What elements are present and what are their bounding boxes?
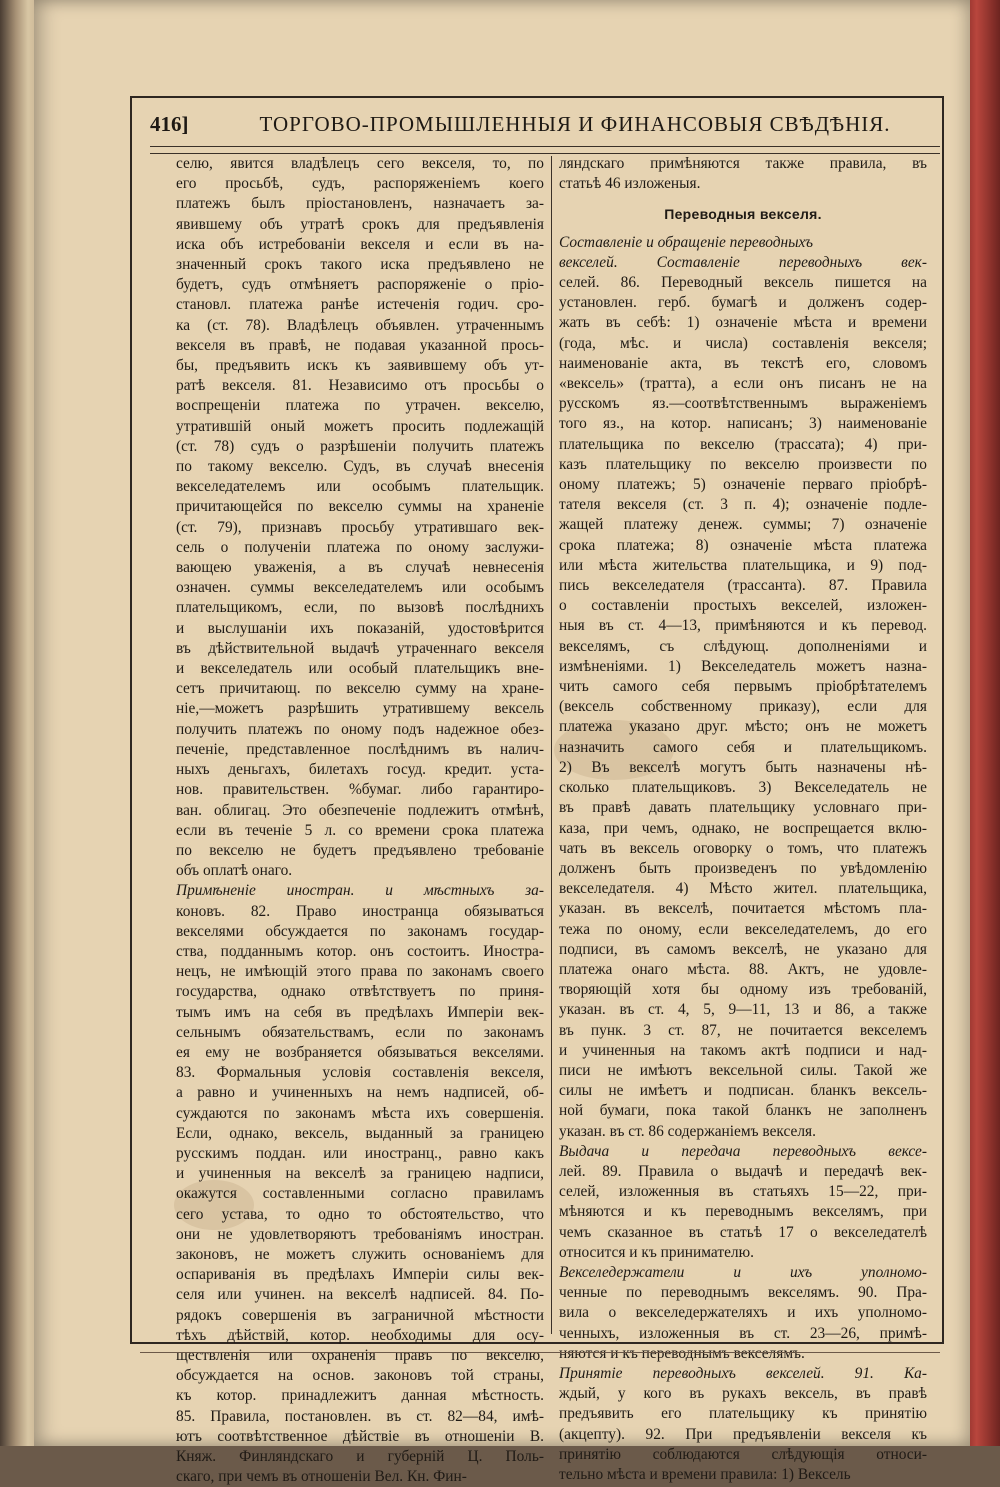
text-line: 83. Формальныя условія составленія векселя, [176,1064,544,1082]
text-line: русскомъ яз.—соотвѣтственнымъ выраженіемъ [559,395,927,413]
text-line: няются и къ переводнымъ векселямъ. [559,1344,805,1362]
text-line: (года, мѣс. и числа) составленія векселя; [559,334,927,352]
text-line: указан. въ векселѣ, почитается мѣстомъ пла- [559,900,927,918]
text-line: жать въ себѣ: 1) означеніе мѣста и времени [559,314,927,332]
text-line: плательщика по векселю (трассата); 4) при- [559,435,927,453]
text-line: пись векселедателя (трассанта). 87. Правила [559,577,927,595]
text-line: платежа онаго мѣста. 88. Актъ, не удовле- [559,960,927,978]
text-line: Примѣненіе иностран. и мѣстныхъ за- [176,882,544,900]
text-line: ляндскаго примѣняются также правила, въ [559,155,927,172]
text-line: воспрещеніи платежа по утрачен. векселю, [176,397,544,415]
text-line: нецъ, не имѣющій этого права по законамъ своего [176,963,544,981]
text-line: и учиненныя на векселѣ за границею надписи, [176,1165,544,1183]
text-line: тѣхъ дѣйствій, котор. необходимы для осу- [176,1326,544,1344]
right-column [559,154,927,1485]
text-line: въ пунк. 3 ст. 87, не почитается векселемъ [559,1021,927,1039]
text-line: Векселедержатели и ихъ уполномо- [559,1263,927,1281]
text-line: къ котор. принадлежитъ данная мѣстность. [176,1387,544,1405]
text-line: векселей. Составленіе переводныхъ век- [559,253,927,271]
text-line: селю, явится владѣлецъ сего векселя, то, по [176,155,544,172]
text-line: становл. платежа ранѣе истеченія годич. сро- [176,296,544,314]
text-line: русскимъ поддан. или иностранц., равно какъ [176,1144,544,1162]
text-line: селей. 86. Переводный вексель пишется на [559,274,927,292]
text-line: указан. въ ст. 86 содержаніемъ векселя. [559,1122,816,1140]
header-double-rule [150,146,940,154]
text-line: сетъ причитающ. по векселю сумму на хране- [176,680,544,698]
text-line: каза, при чемъ, однако, не воспрещается вклю- [559,819,927,837]
text-line: тателя векселя (ст. 3 п. 4); означеніе подле- [559,496,927,514]
text-line: указан. въ ст. 4, 5, 9—11, 13 и 86, а также [559,1001,927,1019]
text-line: ка (ст. 78). Владѣлецъ объявлен. утраченнымъ [176,316,544,334]
text-line: платежъ былъ пріостановленъ, назначаетъ за- [176,195,544,213]
left-column [176,154,544,1487]
text-line: долженъ быть произведенъ по увѣдомленію [559,859,927,877]
text-line: (ст. 78) судъ о разрѣшеніи получить платежъ [176,437,544,455]
text-line: назначить самого себя и плательщикомъ. [559,738,927,756]
text-line: селей, изложенныя въ статьяхъ 15—22, при- [559,1183,927,1201]
text-line: а равно и учиненныхъ на немъ надписей, об- [176,1084,544,1102]
text-line: (акцепту). 92. При предъявленіи векселя къ [559,1425,927,1443]
text-line: векселя въ правѣ, не подавая указанной прось- [176,336,544,354]
text-line: селя или учинен. на векселѣ надписей. 84. По- [176,1286,544,1304]
text-line: сколько плательщиковъ. 3) Векселедатель не [559,779,927,797]
text-line: явившему объ утратѣ срокъ для предъявленія [176,215,544,233]
text-line: наименованіе акта, въ текстѣ его, словомъ [559,354,927,372]
text-line: творяющій хотя бы одному изъ требованій, [559,981,927,999]
text-line: принятію соблюдаются слѣдующія относи- [559,1445,927,1463]
text-line: по векселю не будетъ предъявлено требованіе [176,841,544,859]
section-heading: Переводныя векселя. [664,206,822,223]
text-line: законовъ, не можетъ служить основаніемъ для [176,1245,544,1263]
text-line: причитающейся по векселю суммы на храненіе [176,498,544,516]
text-line: и учиненныя на такомъ актѣ подписи и над- [559,1041,927,1059]
running-header [150,112,940,146]
text-line: сель о полученіи платежа по оному заслужи- [176,538,544,556]
text-line: чить самого себя первымъ пріобрѣтателемъ [559,678,927,696]
text-line: окажутся составленными согласно правиламъ [176,1185,544,1203]
text-line: его просьбѣ, судъ, распоряженіемъ коего [176,175,544,193]
text-line: вающею уваженія, а въ случаѣ невнесенія [176,559,544,577]
text-line: иска объ истребованіи векселя и если въ на- [176,235,544,253]
text-line: печеніе, представленное послѣднимъ въ налич- [176,740,544,758]
text-line: объ оплатѣ онаго. [176,862,293,880]
text-line: и векселедатель или особый плательщикъ вне- [176,660,544,678]
right-column-continuation [559,154,927,194]
text-line: векселедателемъ или особымъ плательщик. [176,478,544,496]
text-line: означен. суммы векселедателемъ или особымъ [176,579,544,597]
text-line: Княж. Финляндскаго и губерній Ц. Поль- [176,1448,544,1465]
text-line: предъявить его плательщику къ принятію [559,1405,927,1423]
text-line: платежа указано друг. мѣсто; онъ не можетъ [559,718,927,736]
text-line: (вексель собственному приказу), если для [559,698,927,716]
text-line: жащей платежу денеж. суммы; 7) означеніе [559,516,927,534]
text-line: бы, предъявить искъ къ заявившему объ ут- [176,357,544,375]
bottom-rule [140,1352,940,1353]
text-line: Выдача и передача переводныхъ вексе- [559,1142,927,1160]
text-line: (ст. 79), признавъ просьбу утратившаго век- [176,518,544,536]
column-divider [551,156,552,1334]
text-line: Если, однако, вексель, выданный за границею [176,1124,544,1142]
text-line: или мѣста жительства плательщика, и 9) под- [559,556,927,574]
text-line: о составленіи простыхъ векселей, изложен- [559,597,927,615]
text-line: казъ плательщику по векселю произвести по [559,455,927,473]
text-line: ченные по переводнымъ векселямъ. 90. Пра- [559,1284,927,1302]
text-line: «вексель» (тратта), а если онъ писанъ не на [559,375,927,393]
text-line: подписи, въ самомъ векселѣ, не указано для [559,940,927,958]
text-line: рядокъ совершенія въ заграничной мѣстности [176,1306,544,1324]
text-line: тежа по оному, если векселедателемъ, до его [559,920,927,938]
text-line: векселедателя. 4) Мѣсто жител. плательщика, [559,880,927,898]
text-line: тельно мѣста и времени правила: 1) Вексель [559,1466,851,1483]
text-line: 85. Правила, постановлен. въ ст. 82—84, имѣ- [176,1407,544,1425]
text-line: ждый, у кого въ рукахъ вексель, въ правѣ [559,1385,927,1403]
text-line: срока платежа; 8) означеніе мѣста платежа [559,536,927,554]
text-line: ратѣ векселя. 81. Независимо отъ просьбы о [176,377,544,395]
text-line: того яз., на котор. написанъ; 3) наименованіе [559,415,927,433]
text-line: измѣненіями. 1) Векселедатель можетъ назна- [559,657,927,675]
text-line: писи не имѣютъ вексельной силы. Такой же [559,1061,927,1079]
text-line: утратившій оный можетъ просить подлежащій [176,417,544,435]
text-line: государства, однако отвѣтствуетъ по приня- [176,983,544,1001]
text-line: ной бумаги, пока такой бланкъ не заполненъ [559,1102,927,1120]
text-line: въ правѣ давать плательщику условнаго при- [559,799,927,817]
text-line: относится и къ принимателю. [559,1243,754,1261]
text-line: суждаются по законамъ мѣста ихъ совершенія. [176,1104,544,1122]
text-line: ютъ соотвѣтственное дѣйствіе въ отношеніи В. [176,1427,544,1445]
text-line: и выслушаніи ихъ показаній, удостовѣрится [176,619,544,637]
text-line: сего устава, то одно то обстоятельство, что [176,1205,544,1223]
text-line: ея ему не возбраняется обязываться векселями. [176,1043,544,1061]
text-line: чать въ вексель оговорку о томъ, что платежъ [559,839,927,857]
page-number: 416] [150,112,189,136]
text-line: вила о векселедержателяхъ и ихъ уполномо- [559,1304,927,1322]
text-line: ніе,—можетъ разрѣшить утратившему вексель [176,700,544,718]
text-line: получить платежъ по оному подъ надежное обез- [176,720,544,738]
text-line: ныя въ ст. 4—13, примѣняются и къ перевод. [559,617,927,635]
text-line: коновъ. 82. Право иностранца обязываться [176,902,544,920]
text-line: скаго, при чемъ въ отношеніи Вел. Кн. Фин- [176,1468,467,1486]
text-line: Принятіе переводныхъ векселей. 91. Ка- [559,1364,927,1382]
text-line: ван. облигац. Это обезпеченіе подлежитъ отмѣнѣ, [176,801,544,819]
text-line: установлен. герб. бумагѣ и долженъ содер- [559,294,927,312]
text-line: въ дѣйствительной выдачѣ утраченнаго векселя [176,639,544,657]
right-column-body [559,233,927,1486]
text-line: они не удовлетворяютъ требованіямъ иностран. [176,1225,544,1243]
text-line: ства, подданнымъ котор. онъ состоитъ. Иностра- [176,942,544,960]
text-line: оному платежъ; 5) означеніе перваго пріобрѣ- [559,476,927,494]
text-line: плательщикомъ, если, по вызовѣ послѣднихъ [176,599,544,617]
text-line: тымъ имъ на себя въ предѣлахъ Имперіи век- [176,1003,544,1021]
text-line: лей. 89. Правила о выдачѣ и передачѣ век- [559,1162,927,1180]
text-line: Составленіе и обращеніе переводныхъ [559,233,813,251]
text-line: обсуждается на основ. законовъ той страны, [176,1367,544,1385]
text-line: статьѣ 46 изложеныя. [559,175,701,193]
text-line: оспариванія въ предѣлахъ Имперіи силы век- [176,1266,544,1284]
text-line: по такому векселю. Судъ, въ случаѣ внесенія [176,458,544,476]
text-line: сельнымъ обязательствамъ, если по законамъ [176,1023,544,1041]
text-line: чемъ сказанное въ статьѣ 17 о векселедателѣ [559,1223,927,1241]
text-line: 2) Въ векселѣ могутъ быть назначены нѣ- [559,758,927,776]
text-line: векселямъ, съ слѣдующ. дополненіями и [559,637,927,655]
running-title: ТОРГОВО-ПРОМЫШЛЕННЫЯ И ФИНАНСОВЫЯ СВѢДѢНІЯ. [259,112,891,136]
text-line: ныхъ деньгахъ, билетахъ госуд. кредит. уста- [176,761,544,779]
text-line: если въ теченіе 5 л. со времени срока платежа [176,821,544,839]
text-line: векселями обсуждается по законамъ государ- [176,922,544,940]
text-line: ществленія или охраненія правъ по векселю, [176,1346,544,1364]
text-line: будетъ, судъ отмѣняетъ распоряженіе о пріо- [176,276,544,294]
text-line: значенный срокъ такого иска предъявлено не [176,256,544,274]
text-line: нов. правительствен. %бумаг. либо гарантиро- [176,781,544,799]
text-line: мѣняются и къ переводнымъ векселямъ, при [559,1203,927,1221]
text-line: ченныхъ, изложенныя въ ст. 23—26, примѣ- [559,1324,927,1342]
text-line: силы не имѣетъ и подписан. бланкъ вексель- [559,1082,927,1100]
